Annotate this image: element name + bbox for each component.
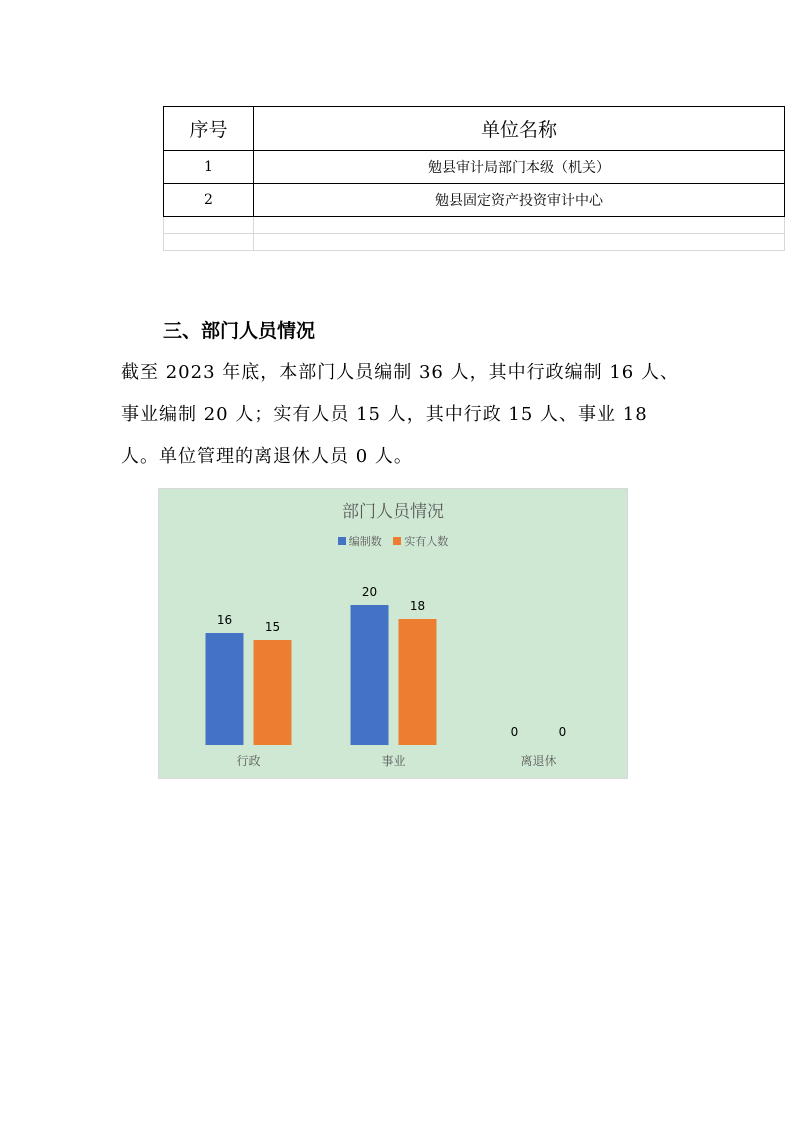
header-unit-name: 单位名称	[254, 107, 785, 151]
bar-0-0	[206, 633, 244, 745]
table-row	[164, 151, 785, 184]
legend-label: 编制数	[348, 535, 382, 548]
bar-1-1	[399, 619, 437, 745]
category-label: 行政	[236, 754, 261, 768]
chart-title: 部门人员情况	[342, 502, 444, 522]
table-header-row	[164, 107, 785, 151]
bar-0-1	[254, 640, 292, 745]
category-label: 事业	[381, 754, 406, 768]
data-label: 16	[216, 613, 233, 627]
row-index: 1	[164, 151, 254, 184]
chart-plot	[159, 489, 627, 778]
data-label: 20	[361, 585, 378, 599]
header-index: 序号	[164, 107, 254, 151]
legend-label: 实有人数	[404, 535, 449, 548]
row-unit-name: 勉县审计局部门本级（机关）	[254, 151, 785, 184]
category-label: 离退休	[520, 754, 557, 768]
row-unit-name: 勉县固定资产投资审计中心	[254, 184, 785, 217]
empty-row	[164, 217, 785, 234]
data-label: 18	[409, 599, 426, 613]
data-label: 15	[264, 620, 281, 634]
row-index: 2	[164, 184, 254, 217]
data-label: 0	[510, 725, 519, 739]
data-label: 0	[558, 725, 567, 739]
section-title: 三、部门人员情况	[163, 320, 316, 342]
empty-row	[164, 234, 785, 251]
bar-1-0	[351, 605, 389, 745]
staff-chart	[158, 488, 628, 779]
table-row	[164, 184, 785, 217]
unit-table	[163, 106, 785, 251]
section-paragraph: 截至 2023 年底，本部门人员编制 36 人，其中行政编制 16 人、事业编制 20 人；实有人员 15 人，其中行政 15 人、事业 18 人。单位管理的离退休人员 0 人。	[121, 362, 679, 467]
